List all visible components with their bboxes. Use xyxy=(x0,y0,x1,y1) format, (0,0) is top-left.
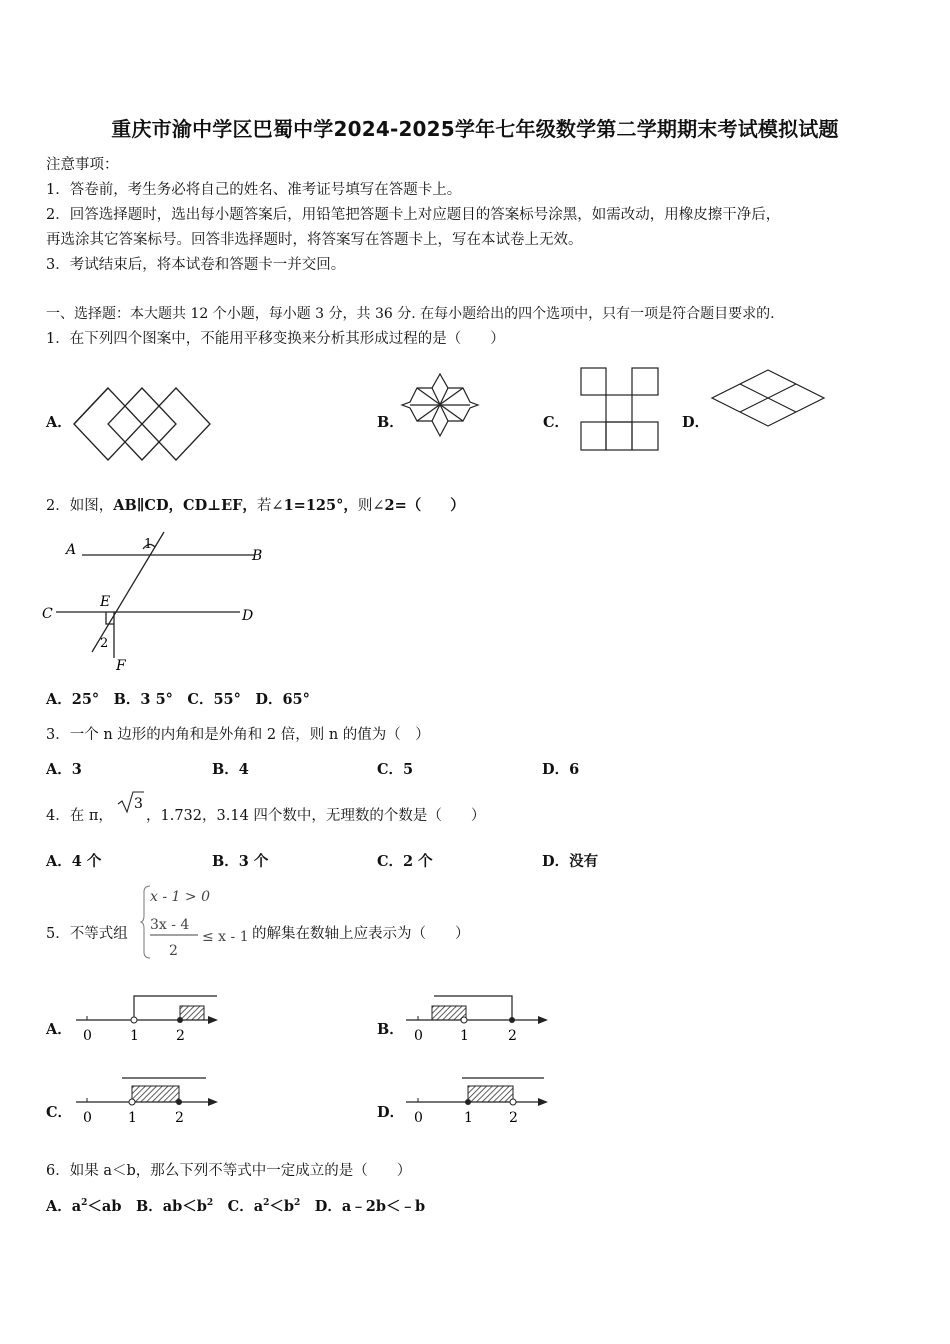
sqrt-symbol xyxy=(116,788,146,814)
question-text: ，1.732，3.14 四个数中，无理数的个数是（ ） xyxy=(146,808,486,824)
label-f: F xyxy=(116,658,126,674)
number-line-a xyxy=(72,992,222,1046)
question-text: 如图， xyxy=(69,498,114,514)
option-a-label: A． xyxy=(46,414,72,431)
question-number: 1． xyxy=(46,331,70,347)
question-1 xyxy=(46,327,505,348)
q3-option-a: A．3 xyxy=(46,761,82,778)
label-e: E xyxy=(100,594,111,610)
question-text: 若∠ xyxy=(256,498,284,514)
question-text: 在下列四个图案中，不能用平移变换来分析其形成过程的是（ ） xyxy=(69,331,505,347)
question-condition: 2=（ ） xyxy=(384,497,465,514)
q5-option-c-label: C． xyxy=(46,1104,73,1121)
square xyxy=(632,422,658,450)
inequality-1: x - 1 > 0 xyxy=(150,889,210,905)
notice-item: 2．回答选择题时，选出每小题答案后，用铅笔把答题卡上对应题目的答案标号涂黑，如需改动，用橡皮擦干净后， xyxy=(46,207,781,223)
question-text: 如果 a＜b，那么下列不等式中一定成立的是（ ） xyxy=(69,1163,412,1179)
square xyxy=(632,368,658,395)
notice-item: 1．答卷前，考生务必将自己的姓名、准考证号填写在答题卡上。 xyxy=(46,182,462,198)
question-condition: 1=125°， xyxy=(283,497,358,514)
option-d-label: D． xyxy=(682,414,710,431)
label-a: A xyxy=(66,542,77,558)
inequality-rhs: ≤ x - 1 xyxy=(202,929,249,945)
rhombus-grid-figure xyxy=(710,368,828,430)
tick-label: 0 xyxy=(414,1028,423,1044)
question-number: 4． xyxy=(46,808,70,824)
tick-label: 2 xyxy=(176,1028,185,1044)
superscript: 2 xyxy=(263,1198,270,1209)
tick-label: 0 xyxy=(83,1028,92,1044)
q3-option-d: D．6 xyxy=(542,761,580,778)
square xyxy=(581,422,606,450)
square xyxy=(606,422,632,450)
q3-option-c: C．5 xyxy=(377,761,414,778)
tick-label: 2 xyxy=(175,1110,184,1126)
q6-options xyxy=(46,1195,425,1216)
question-text: 在 π， xyxy=(69,808,113,824)
question-5 xyxy=(46,922,128,943)
square xyxy=(606,395,632,422)
tick-label: 0 xyxy=(83,1110,92,1126)
sqrt-radicand: 3 xyxy=(134,796,143,812)
question-3 xyxy=(46,723,430,744)
edge xyxy=(74,388,108,424)
q5-option-d-label: D． xyxy=(377,1104,405,1121)
q6-option-a: A．a xyxy=(46,1198,82,1215)
squares-figure xyxy=(580,367,660,452)
question-2 xyxy=(46,494,465,515)
transversal xyxy=(92,532,164,652)
option-c-label: C． xyxy=(543,414,570,431)
tick-label: 2 xyxy=(509,1110,518,1126)
question-text: 的解集在数轴上应表示为（ ） xyxy=(252,926,470,942)
superscript: 2 xyxy=(294,1198,301,1209)
inequality-system xyxy=(140,880,252,964)
q5-option-b-label: B． xyxy=(377,1021,404,1038)
fraction-numerator: 3x - 4 xyxy=(150,917,190,933)
superscript: 2 xyxy=(206,1198,214,1209)
tick-label: 0 xyxy=(414,1110,423,1126)
label-b: B xyxy=(252,548,263,564)
tick-label: 2 xyxy=(508,1028,517,1044)
tick-label: 1 xyxy=(128,1110,137,1126)
superscript: 2 xyxy=(81,1198,88,1209)
q4-option-d: D．没有 xyxy=(542,853,599,870)
notice-item: 再选涂其它答案标号。回答非选择题时，将答案写在答题卡上，写在本试卷上无效。 xyxy=(46,232,583,248)
q4-option-c: C．2 个 xyxy=(377,853,433,870)
fraction-denominator: 2 xyxy=(169,943,178,959)
q6-option-d: D．a﹣2b＜﹣b xyxy=(314,1198,426,1215)
q6-option-c: C．a xyxy=(227,1198,264,1215)
q6-option-b: B．ab＜b xyxy=(135,1198,207,1215)
question-number: 5． xyxy=(46,926,70,942)
label-angle-2: 2 xyxy=(100,636,109,651)
question-text: 不等式组 xyxy=(69,926,128,942)
q4-option-b: B．3 个 xyxy=(212,853,269,870)
question-number: 6． xyxy=(46,1163,70,1179)
label-angle-1: 1 xyxy=(144,537,153,552)
label-c: C xyxy=(42,606,53,622)
q5-option-a-label: A． xyxy=(46,1021,72,1038)
question-condition: AB∥CD，CD⊥EF， xyxy=(113,497,257,514)
pattern-a-figure xyxy=(70,386,214,462)
tick-label: 1 xyxy=(464,1110,473,1126)
question-number: 2． xyxy=(46,498,70,514)
square xyxy=(581,368,606,395)
q6-option-a: ＜ab xyxy=(87,1198,122,1215)
question-number: 3． xyxy=(46,727,70,743)
label-d: D xyxy=(242,608,254,624)
notice-heading: 注意事项： xyxy=(46,157,119,173)
q3-option-b: B．4 xyxy=(212,761,249,778)
notice-item: 3．考试结束后，将本试卷和答题卡一并交回。 xyxy=(46,257,346,273)
star-figure xyxy=(400,372,480,438)
section-heading: 一、选择题：本大题共 12 个小题，每小题 3 分，共 36 分. 在每小题给出的四个选项中，只有一项是符合题目要求的. xyxy=(46,306,775,322)
q4-option-a: A．4 个 xyxy=(46,853,102,870)
number-line-c xyxy=(72,1074,222,1128)
parallel-lines-figure xyxy=(40,528,280,678)
tick-label: 1 xyxy=(460,1028,469,1044)
page-title: 重庆市渝中学区巴蜀中学2024-2025学年七年级数学第二学期期末考试模拟试题 xyxy=(111,117,839,141)
question-6 xyxy=(46,1159,411,1180)
q2-options: A．25° B．3 5° C．55° D．65° xyxy=(46,691,310,708)
number-line-d xyxy=(402,1074,554,1128)
q6-option-c: ＜b xyxy=(269,1198,295,1215)
question-text: 则∠ xyxy=(357,498,385,514)
question-text: 一个 n 边形的内角和是外角和 2 倍，则 n 的值为（ ） xyxy=(69,727,430,743)
tick-label: 1 xyxy=(130,1028,139,1044)
option-b-label: B． xyxy=(377,414,404,431)
number-line-b xyxy=(402,992,554,1046)
question-4 xyxy=(46,804,113,825)
